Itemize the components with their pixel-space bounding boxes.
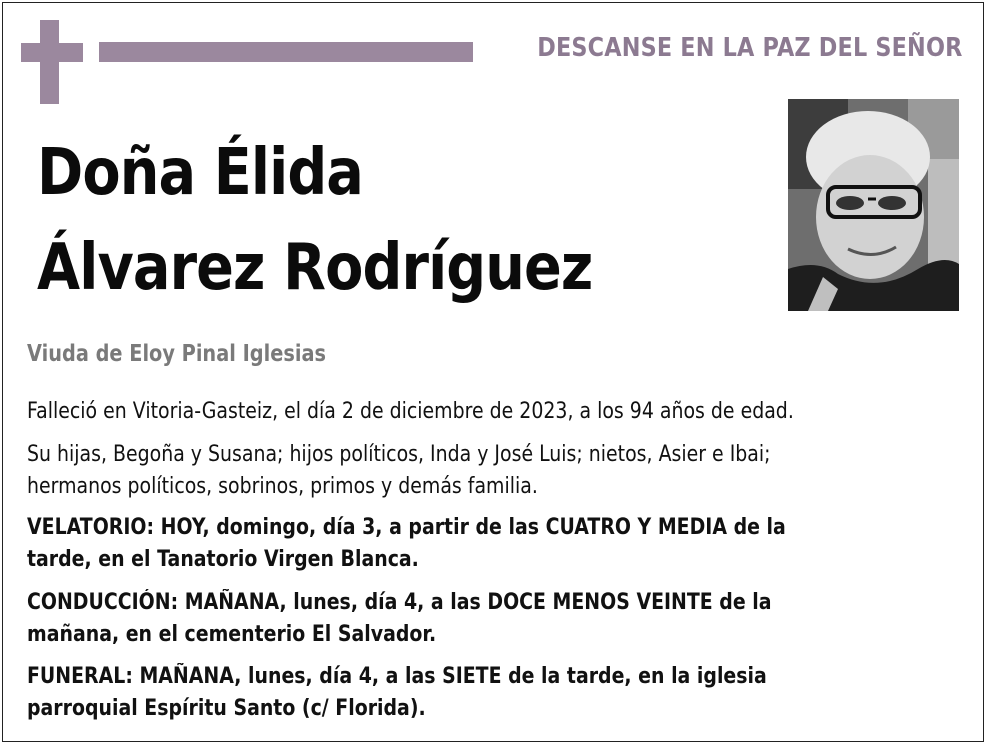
velatorio-line-1: VELATORIO: HOY, domingo, día 3, a partir de las CUATRO Y MEDIA de la — [27, 515, 786, 540]
deceased-name-line2: Álvarez Rodríguez — [37, 231, 593, 305]
funeral-line-2: parroquial Espíritu Santo (c/ Florida). — [27, 696, 426, 721]
velatorio-line-2: tarde, en el Tanatorio Virgen Blanca. — [27, 547, 419, 572]
decorative-bar — [99, 42, 473, 62]
family-line-2: hermanos políticos, sobrinos, primos y demás familia. — [27, 474, 538, 499]
obituary-card — [2, 2, 984, 742]
conduccion-line-2: mañana, en el cementerio El Salvador. — [27, 622, 437, 647]
conduccion-line-1: CONDUCCIÓN: MAÑANA, lunes, día 4, a las DOCE MENOS VEINTE de la — [27, 590, 772, 615]
widow-subtitle: Viuda de Eloy Pinal Iglesias — [27, 341, 326, 367]
death-notice-text: Falleció en Vitoria-Gasteiz, el día 2 de diciembre de 2023, a los 94 años de edad. — [27, 399, 794, 424]
deceased-name-line1: Doña Élida — [37, 136, 364, 210]
portrait-photo — [788, 99, 959, 311]
cross-icon-horizontal — [21, 43, 83, 62]
funeral-line-1: FUNERAL: MAÑANA, lunes, día 4, a las SIETE de la tarde, en la iglesia — [27, 664, 767, 689]
cross-icon-vertical — [40, 20, 59, 104]
header-banner: DESCANSE EN LA PAZ DEL SEÑOR — [537, 33, 963, 63]
portrait-photo-illustration — [788, 99, 959, 311]
family-line-1: Su hijas, Begoña y Susana; hijos políticos, Inda y José Luis; nietos, Asier e Ibai; — [27, 442, 771, 467]
